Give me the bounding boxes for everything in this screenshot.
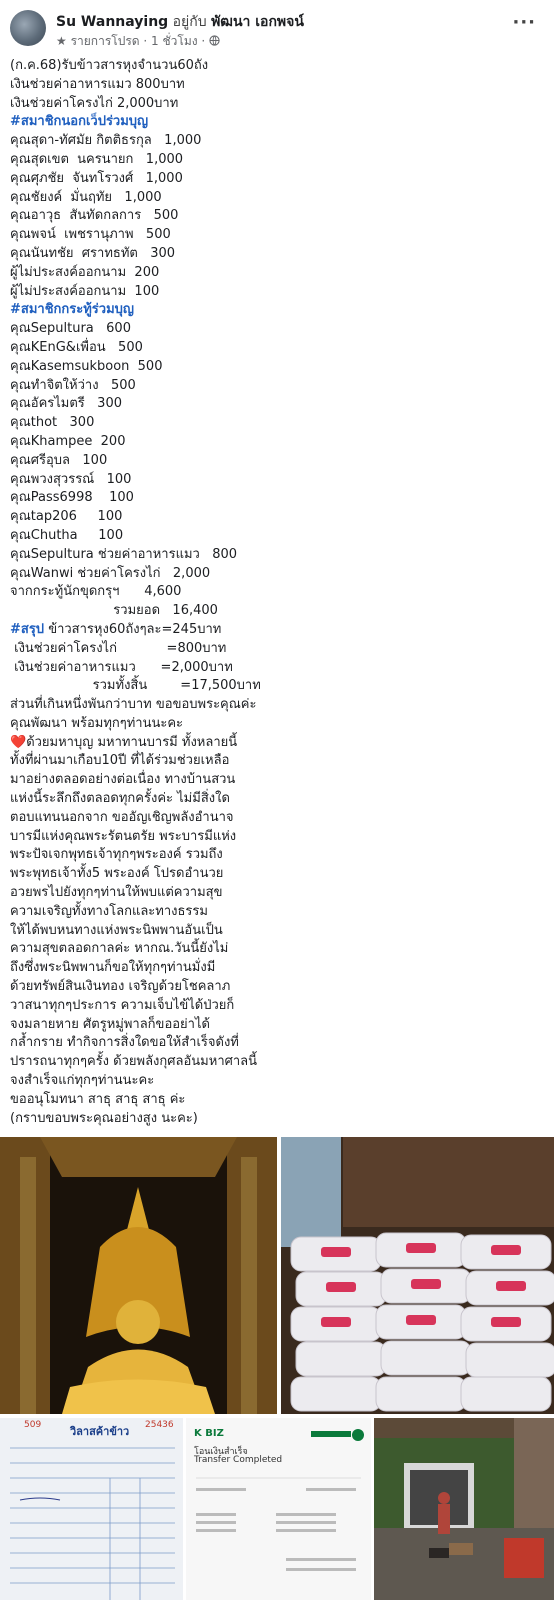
- receipt-number-right: 25436: [145, 1420, 174, 1430]
- post-text-line: [10, 790, 550, 809]
- post-text-line: [10, 1072, 550, 1091]
- post-text-line: [10, 846, 550, 865]
- post-text-line: [10, 452, 550, 471]
- kbiz-logo: K BIZ: [194, 1428, 224, 1439]
- hashtag-link[interactable]: #สมาชิกนอกเว็ปร่วมบุญ: [10, 114, 149, 130]
- post-time[interactable]: 1 ชั่วโมง: [151, 34, 198, 48]
- photo-transfer-slip[interactable]: [186, 1418, 371, 1600]
- line-text: เงินช่วยค่าอาหารแมว 800บาท: [10, 76, 185, 92]
- post-text-line: [10, 527, 550, 546]
- line-text: คุณSepultura ช่วยค่าอาหารแมว 800: [10, 546, 238, 562]
- transfer-subtitle: Transfer Completed: [194, 1455, 283, 1465]
- post-text-line: [10, 1091, 550, 1110]
- line-text: รวมยอด 16,400: [10, 603, 218, 619]
- line-text: (กราบขอบพระคุณอย่างสูง นะคะ): [10, 1110, 198, 1126]
- audience-label[interactable]: รายการโปรด: [70, 34, 140, 48]
- post-text-line: [10, 301, 550, 320]
- line-text: จงสำเร็จแก่ทุกๆท่านนะคะ: [10, 1073, 155, 1089]
- line-text: คุณChutha 100: [10, 527, 124, 543]
- post-text-line: [10, 57, 550, 76]
- photo-rice-sacks[interactable]: [281, 1137, 554, 1414]
- line-text: คุณทำจิตให้ว่าง 500: [10, 377, 136, 393]
- line-text: พระพุทธเจ้าทั้ง5 พระองค์ โปรดอำนวย: [10, 866, 224, 882]
- post-text-line: [10, 583, 550, 602]
- post-text-line: [10, 471, 550, 490]
- post-text-line: [10, 1053, 550, 1072]
- line-text: จงมลายหาย ศัตรูหมู่พาลก็ขออย่าได้: [10, 1016, 210, 1032]
- post-text-line: [10, 1016, 550, 1035]
- line-text: คุณนันทชัย ศราทธทัต 300: [10, 245, 176, 261]
- line-text: รวมทั้งสิ้น =17,500บาท: [10, 678, 261, 694]
- post-text-line: [10, 997, 550, 1016]
- line-text: คุณสุดา-ทัศมัย กิตติธรกุล 1,000: [10, 133, 202, 149]
- post-text-line: [10, 320, 550, 339]
- post-text-line: [10, 734, 550, 753]
- line-text: ให้ได้พบหนทางแห่งพระนิพพานอันเป็น: [10, 922, 223, 938]
- line-text: ผู้ไม่ประสงค์ออกนาม 200: [10, 264, 160, 280]
- post-text-line: [10, 809, 550, 828]
- post-text-line: [10, 76, 550, 95]
- line-text: คุณSepultura 600: [10, 321, 131, 337]
- line-text: ข้าวสารหุง60ถังๆละ=245บาท: [44, 621, 222, 637]
- post-text-line: [10, 677, 550, 696]
- post-text-line: [10, 752, 550, 771]
- post-text-line: [10, 489, 550, 508]
- line-text: คุณพจน์ เพชรานุภาพ 500: [10, 227, 171, 243]
- line-text: ตอบแทนนอกจาก ขออัญเชิญพลังอำนาจ: [10, 809, 234, 825]
- post-text-line: [10, 245, 550, 264]
- tagged-name[interactable]: พัฒนา เอกพจน์: [211, 14, 304, 30]
- line-text: ปรารถนาทุกๆครั้ง ด้วยพลังกุศลอันมหาศาลนี้: [10, 1054, 258, 1070]
- line-text: ด้วยมหาบุญ มหาทานบารมี ทั้งหลายนี้: [26, 734, 238, 750]
- photo-receipt[interactable]: [0, 1418, 183, 1600]
- post-text-line: [10, 113, 550, 132]
- post-text-line: [10, 95, 550, 114]
- avatar[interactable]: [10, 10, 46, 46]
- photo-buddha[interactable]: [0, 1137, 277, 1414]
- line-text: อวยพรไปยังทุกๆท่านให้พบแต่ความสุข: [10, 885, 223, 901]
- line-text: มาอย่างตลอดอย่างต่อเนื่อง ทางบ้านสวน: [10, 772, 236, 788]
- line-text: คุณKEnG&เพื่อน 500: [10, 339, 143, 355]
- post-text-line: [10, 283, 550, 302]
- line-text: คุณthot 300: [10, 415, 95, 431]
- line-text: ความสุขตลอดกาลค่ะ หากณ.วันนี้ยังไม่: [10, 941, 229, 957]
- post-text-line: [10, 903, 550, 922]
- post-text-line: [10, 207, 550, 226]
- line-text: คุณศรีอุบล 100: [10, 452, 108, 468]
- line-text: ด้วยทรัพย์สินเงินทอง เจริญด้วยโชคลาภ: [10, 979, 231, 995]
- line-text: คุณPass6998 100: [10, 490, 134, 506]
- author-name[interactable]: Su Wannaying: [56, 14, 169, 30]
- line-text: กล้ำกราย ทำกิจการสิ่งใดขอให้สำเร็จดังที่: [10, 1035, 239, 1051]
- line-text: คุณศุภชัย จันทโรวงศ์ 1,000: [10, 170, 183, 186]
- with-label: อยู่กับ: [172, 14, 207, 30]
- line-text: พระปัจเจกพุทธเจ้าทุกๆพระองค์ รวมถึง: [10, 847, 223, 863]
- line-text: ทั้งที่ผ่านมาเกือบ10ปี ที่ได้ร่วมช่วยเหลือ: [10, 753, 230, 769]
- post-text-line: [10, 659, 550, 678]
- post-text-line: [10, 264, 550, 283]
- post-text-line: [10, 377, 550, 396]
- star-icon: ★: [56, 34, 67, 48]
- line-text: คุณพวงสุวรรณ์ 100: [10, 471, 132, 487]
- post-text-line: [10, 884, 550, 903]
- dot-separator: ·: [143, 34, 148, 48]
- line-text: คุณอัครไมตรี 300: [10, 396, 122, 412]
- line-text: คุณสุดเขต นครนายก 1,000: [10, 151, 184, 167]
- line-text: ผู้ไม่ประสงค์ออกนาม 100: [10, 283, 160, 299]
- post-text-line: [10, 170, 550, 189]
- post-text-line: [10, 640, 550, 659]
- post-text-line: [10, 358, 550, 377]
- receipt-shop-name: วิลาสค้าข้าว: [70, 1425, 130, 1438]
- post-text-line: [10, 922, 550, 941]
- globe-icon: [209, 35, 220, 46]
- line-text: ขออนุโมทนา สาธุ สาธุ สาธุ ค่ะ: [10, 1091, 186, 1107]
- line-text: จากกระทู้นักขุดกรุฯ 4,600: [10, 584, 182, 600]
- post-text-line: [10, 508, 550, 527]
- line-text: (ก.ค.68)รับข้าวสารหุงจำนวน60ถัง: [10, 58, 209, 73]
- post-text-line: [10, 226, 550, 245]
- post-text-line: [10, 546, 550, 565]
- post-text-line: [10, 151, 550, 170]
- post-text: [10, 57, 550, 1128]
- post-text-line: [10, 565, 550, 584]
- line-text: คุณtap206 100: [10, 509, 123, 525]
- line-text: เงินช่วยค่าโครงไก่ 2,000บาท: [10, 95, 179, 111]
- post-text-line: [10, 433, 550, 452]
- transfer-title: โอนเงินสำเร็จ: [194, 1447, 248, 1457]
- line-text: คุณKasemsukboon 500: [10, 358, 163, 374]
- author-line: [56, 11, 304, 33]
- post-text-line: [10, 1034, 550, 1053]
- line-text: ส่วนที่เกินหนึ่งพันกว่าบาท ขอขอบพระคุณค่ะ: [10, 697, 257, 713]
- post-text-line: [10, 978, 550, 997]
- line-text: คุณKhampee 200: [10, 433, 126, 449]
- line-text: วาสนาทุกๆประการ ความเจ็บไข้ได้ป่วยก็: [10, 997, 235, 1013]
- line-text: บารมีแห่งคุณพระรัตนตรัย พระบารมีแห่ง: [10, 828, 237, 844]
- post-text-line: [10, 395, 550, 414]
- line-text: เงินช่วยค่าอาหารแมว =2,000บาท: [10, 659, 233, 675]
- post-text-line: [10, 602, 550, 621]
- line-text: เงินช่วยค่าโครงไก่ =800บาท: [10, 640, 227, 656]
- post-text-line: [10, 339, 550, 358]
- post-text-line: [10, 715, 550, 734]
- line-text: คุณชัยงค์ มั่นฤทัย 1,000: [10, 189, 162, 205]
- post-text-line: [10, 621, 550, 640]
- heart-icon: ❤️: [10, 734, 27, 750]
- line-text: ความเจริญทั้งทางโลกและทางธรรม: [10, 903, 208, 919]
- post-text-line: [10, 696, 550, 715]
- post-text-line: [10, 189, 550, 208]
- line-text: คุณอาวุธ สันทัดกลการ 500: [10, 208, 179, 224]
- post-text-line: [10, 959, 550, 978]
- photo-delivery[interactable]: [374, 1418, 554, 1600]
- line-text: ถึงซึ่งพระนิพพานก็ขอให้ทุกๆท่านมั่งมี: [10, 960, 216, 976]
- post-meta: [56, 32, 220, 51]
- post-text-line: [10, 1110, 550, 1129]
- dot-separator: ·: [201, 34, 206, 48]
- photo-grid: [0, 1137, 554, 1600]
- post-text-line: [10, 828, 550, 847]
- line-text: แห่งนี้ระลึกถึงตลอดทุกครั้งค่ะ ไม่มีสิ่งใด: [10, 791, 230, 807]
- post-header: [0, 0, 554, 52]
- hashtag-link[interactable]: #สมาชิกกระทู้ร่วมบุญ: [10, 302, 134, 318]
- more-options-icon[interactable]: ···: [512, 12, 536, 33]
- post-text-line: [10, 414, 550, 433]
- post-text-line: [10, 132, 550, 151]
- post-text-line: [10, 865, 550, 884]
- hashtag-link[interactable]: #สรุป: [10, 621, 45, 637]
- post-text-line: [10, 940, 550, 959]
- line-text: คุณพัฒนา พร้อมทุกๆท่านนะคะ: [10, 715, 184, 731]
- receipt-number-left: 509: [24, 1420, 42, 1430]
- line-text: คุณWanwi ช่วยค่าโครงไก่ 2,000: [10, 565, 211, 581]
- post-text-line: [10, 771, 550, 790]
